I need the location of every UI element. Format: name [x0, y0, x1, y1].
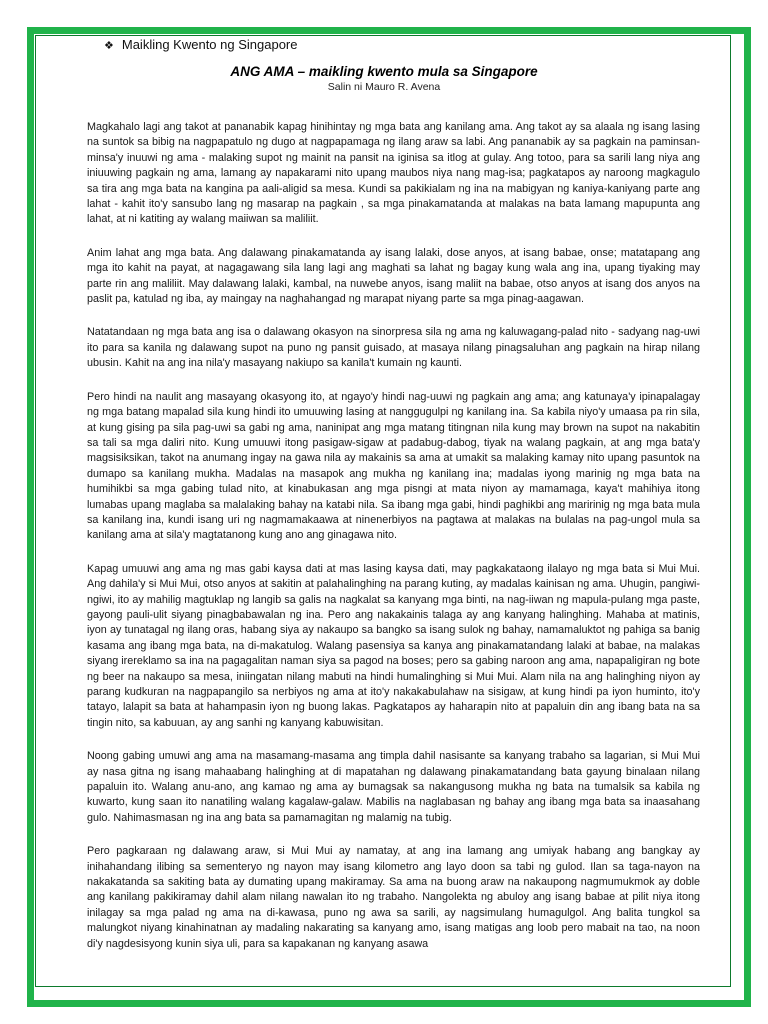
paragraph: Pero pagkaraan ng dalawang araw, si Mui Mui ay namatay, at ang ina lamang ang umiyak habang ang bangkay ay inihahandang ilibing sa sementeryo ng nayon may isang kilometro ang layo doon sa tabi ng gulod. Ilan sa taga-nayon na nakakatanda sa sakiting bata ay dumating upang makiramay. Sa ama na buong araw na nakaupong nagmumukmok ay doble ang kanilang pakikiramay dahil alam nilang nawalan ito ng trabaho. Nangolekta ng abuloy ang isang babae at pilit niya itong inilagay sa mga palad ng ama na di-kawasa, puno ng awa sa sarili, ay nagsimulang humagulgol. Ang balita tungkol sa malungkot niyang kinahinatnan ay madaling nakarating sa kanyang amo, isang matigas ang loob pero mabait na tao, na noon di'y nagdesisyong kunin siya uli, para sa kapakanan ng kanyang asawa — [87, 845, 700, 950]
paragraph: Kapag umuuwi ang ama ng mas gabi kaysa dati at mas lasing kaysa dati, may pagkakataong ilalayo ng mga bata si Mui Mui. Ang dahila'y si Mui Mui, otso anyos at sakitin at palahalinghing na parang kuting, ay madalas kainisan ng ama. Uhugin, pangiwi-ngiwi, ito ay mahilig magtuklap ng langib sa galis na nagkalat sa kanyang mga binti, na nag-iiwan ng mapula-pulang mga paste, gayong pauli-ulit siyang pinagbabawalan ng ina. Pero ang nakakainis talaga ay ang kanyang halinghing. Mahaba at matinis, iyon ay tunatagal ng ilang oras, habang siya ay nakaupo sa bangko sa isang sulok ng bahay, namamaluktot ng pahiga sa banig kasama ang ibang mga bata, na di-makatulog. Walang pasensiya sa kanya ang pinakamatandang lalaki at babae, na malakas siyang irereklamo sa ina na pagagalitan naman siya sa pagod na boses; pero sa gabing naroon ang ama, napapaligiran ng bote ng beer na nakaupo sa mesa, iniingatan nilang mabuti na hindi humalinghing si Mui Mui. Alam nila na ang halinghing niyon ay parang kudkuran na nagpapangilo sa nerbiyos ng ama at ito'y nakakabulahaw na sisigaw, at kung hindi pa iyon huminto, ito'y tatayo, lalapit sa bata at hahampasin iyon ng buong lakas. Pagkatapos ay haharapin nito at papaluin din ang ibang bata na sa tingin nito, sa kabuuan, ay ang sanhi ng kanyang kabuwisitan. — [87, 562, 700, 729]
section-label-text: Maikling Kwento ng Singapore — [121, 37, 298, 52]
translator-credit: Salin ni Mauro R. Avena — [327, 81, 441, 93]
paragraph: Natatandaan ng mga bata ang isa o dalawang okasyon na sinorpresa sila ng ama ng kaluwagang-palad nito - sadyang nag-uwi ito para sa kanila ng dalawang supot na puno ng pansit guisado, at masaya nilang pinagsaluhan ang pagkain na hirap nilang ubusin. Kahit na ang ina nila'y masayang nakiupo sa kanila't kumain ng kaunti. — [87, 326, 700, 370]
section-label — [104, 37, 297, 52]
story-body — [87, 120, 700, 952]
paragraph: Anim lahat ang mga bata. Ang dalawang pinakamatanda ay isang lalaki, dose anyos, at isang babae, onse; matatapang ang mga ito kahit na payat, at nagagawang sila lang lagi ang maghati sa lahat ng bagay kung wala ang ina, upang tiyaking may parte rin ang maliliit. May dalawang lalaki, kambal, na nuwebe anyos, isang maliit na babae, otso anyos at isang dos anyos na paslit pa, katulad ng iba, ay maingay na naghahangad ng marapat niyang parte sa mga pinag-aagawan. — [87, 246, 700, 306]
paragraph: Magkahalo lagi ang takot at pananabik kapag hinihintay ng mga bata ang kanilang ama. Ang takot ay sa alaala ng isang lasing na suntok sa bibig na nagpapatulo ng dugo at nagpapamaga ng ilang araw sa labi. Ang pananabik ay sa pagkain na paminsan-minsa'y inuuwi ng ama - malaking supot ng mainit na pansit na iginisa sa itlog at gulay. Ang totoo, para sa sarili lang niya ang iniuuwing pagkain ng ama, lamang ay napakarami nito upang maubos niya nang mag-isa; pagkatapos ay naroong magkagulo sa tira ang mga bata na kangina pa aali-aligid sa mesa. Kundi sa pakikialam ng ina na mabigyan ng kaniya-kaniyang parte ang lahat - kahit ito'y sansubo lang ng masarap na pagkain , sa mga pinakamatanda at malakas na bata lamang mapupunta ang lahat, at ni katiting ay walang maiiwan sa maliliit. — [87, 121, 700, 226]
paragraph: Pero hindi na naulit ang masayang okasyong ito, at ngayo'y hindi nag-uuwi ng pagkain ang ama; ang katunaya'y ipinapalagay ng mga batang mapalad sila kung hindi ito umuuwing lasing at nanggugulpi ng kanilang ina. Sa kabila niyo'y umaasa pa rin sila, at kung gising pa sila pag-uwi sa gabi ng ama, naninipat ang mga matang titingnan nila kung may brown na supot na nakabitin sa tali sa mga daliri nito. Kung umuuwi itong pasigaw-sigaw at padabug-dabog, tiyak na walang pagkain, at ang mga bata'y magsisiksikan, takot na anumang ingay na gawa nila ay makainis sa ama at umakit sa malaking kamay nito upang pasuntok na dumapo sa kanilang mukha. Madalas na masapok ang mukha ng kanilang ina; madalas iyong marinig ng mga bata na humihikbi sa mga gabing tulad nito, at kinabukasan ang mga pisngi at mata niyon ay mamamaga, kaya't mahihiya itong lumabas upang maglaba sa malalaking bahay na katabi nila. Sa ibang mga gabi, hindi paghikbi ang maririnig ng mga bata mula sa kanilang ina, kundi isang uri ng nagmamakaawa at ninenerbiyos na pagtawa at malakas na bulalas na pag-ungol mula sa kanilang ama at sila'y magtatanong kung ano ang ginagawa nito. — [87, 390, 700, 542]
story-title: ANG AMA – maikling kwento mula sa Singapore — [230, 64, 538, 79]
diamond-bullet-icon: ❖ — [104, 40, 114, 52]
paragraph: Noong gabing umuwi ang ama na masamang-masama ang timpla dahil nasisante sa kanyang trabaho sa lagarian, si Mui Mui ay nasa gitna ng isang mahaabang halinghing at di mapatahan ng dalawang pinakamatandang bata gayung binalaan nilang papaluin ito. Walang anu-ano, ang kamao ng ama ay bumagsak sa nakangusong mukha ng bata na tumalsik sa kabila ng kuwarto, kung saan ito nanatiling walang kagalaw-galaw. Mabilis na naglabasan ng bahay ang ibang mga bata sa inaasahang gulo. Nahimasmasan ng ina ang bata sa pamamagitan ng malamig na tubig. — [87, 750, 700, 824]
